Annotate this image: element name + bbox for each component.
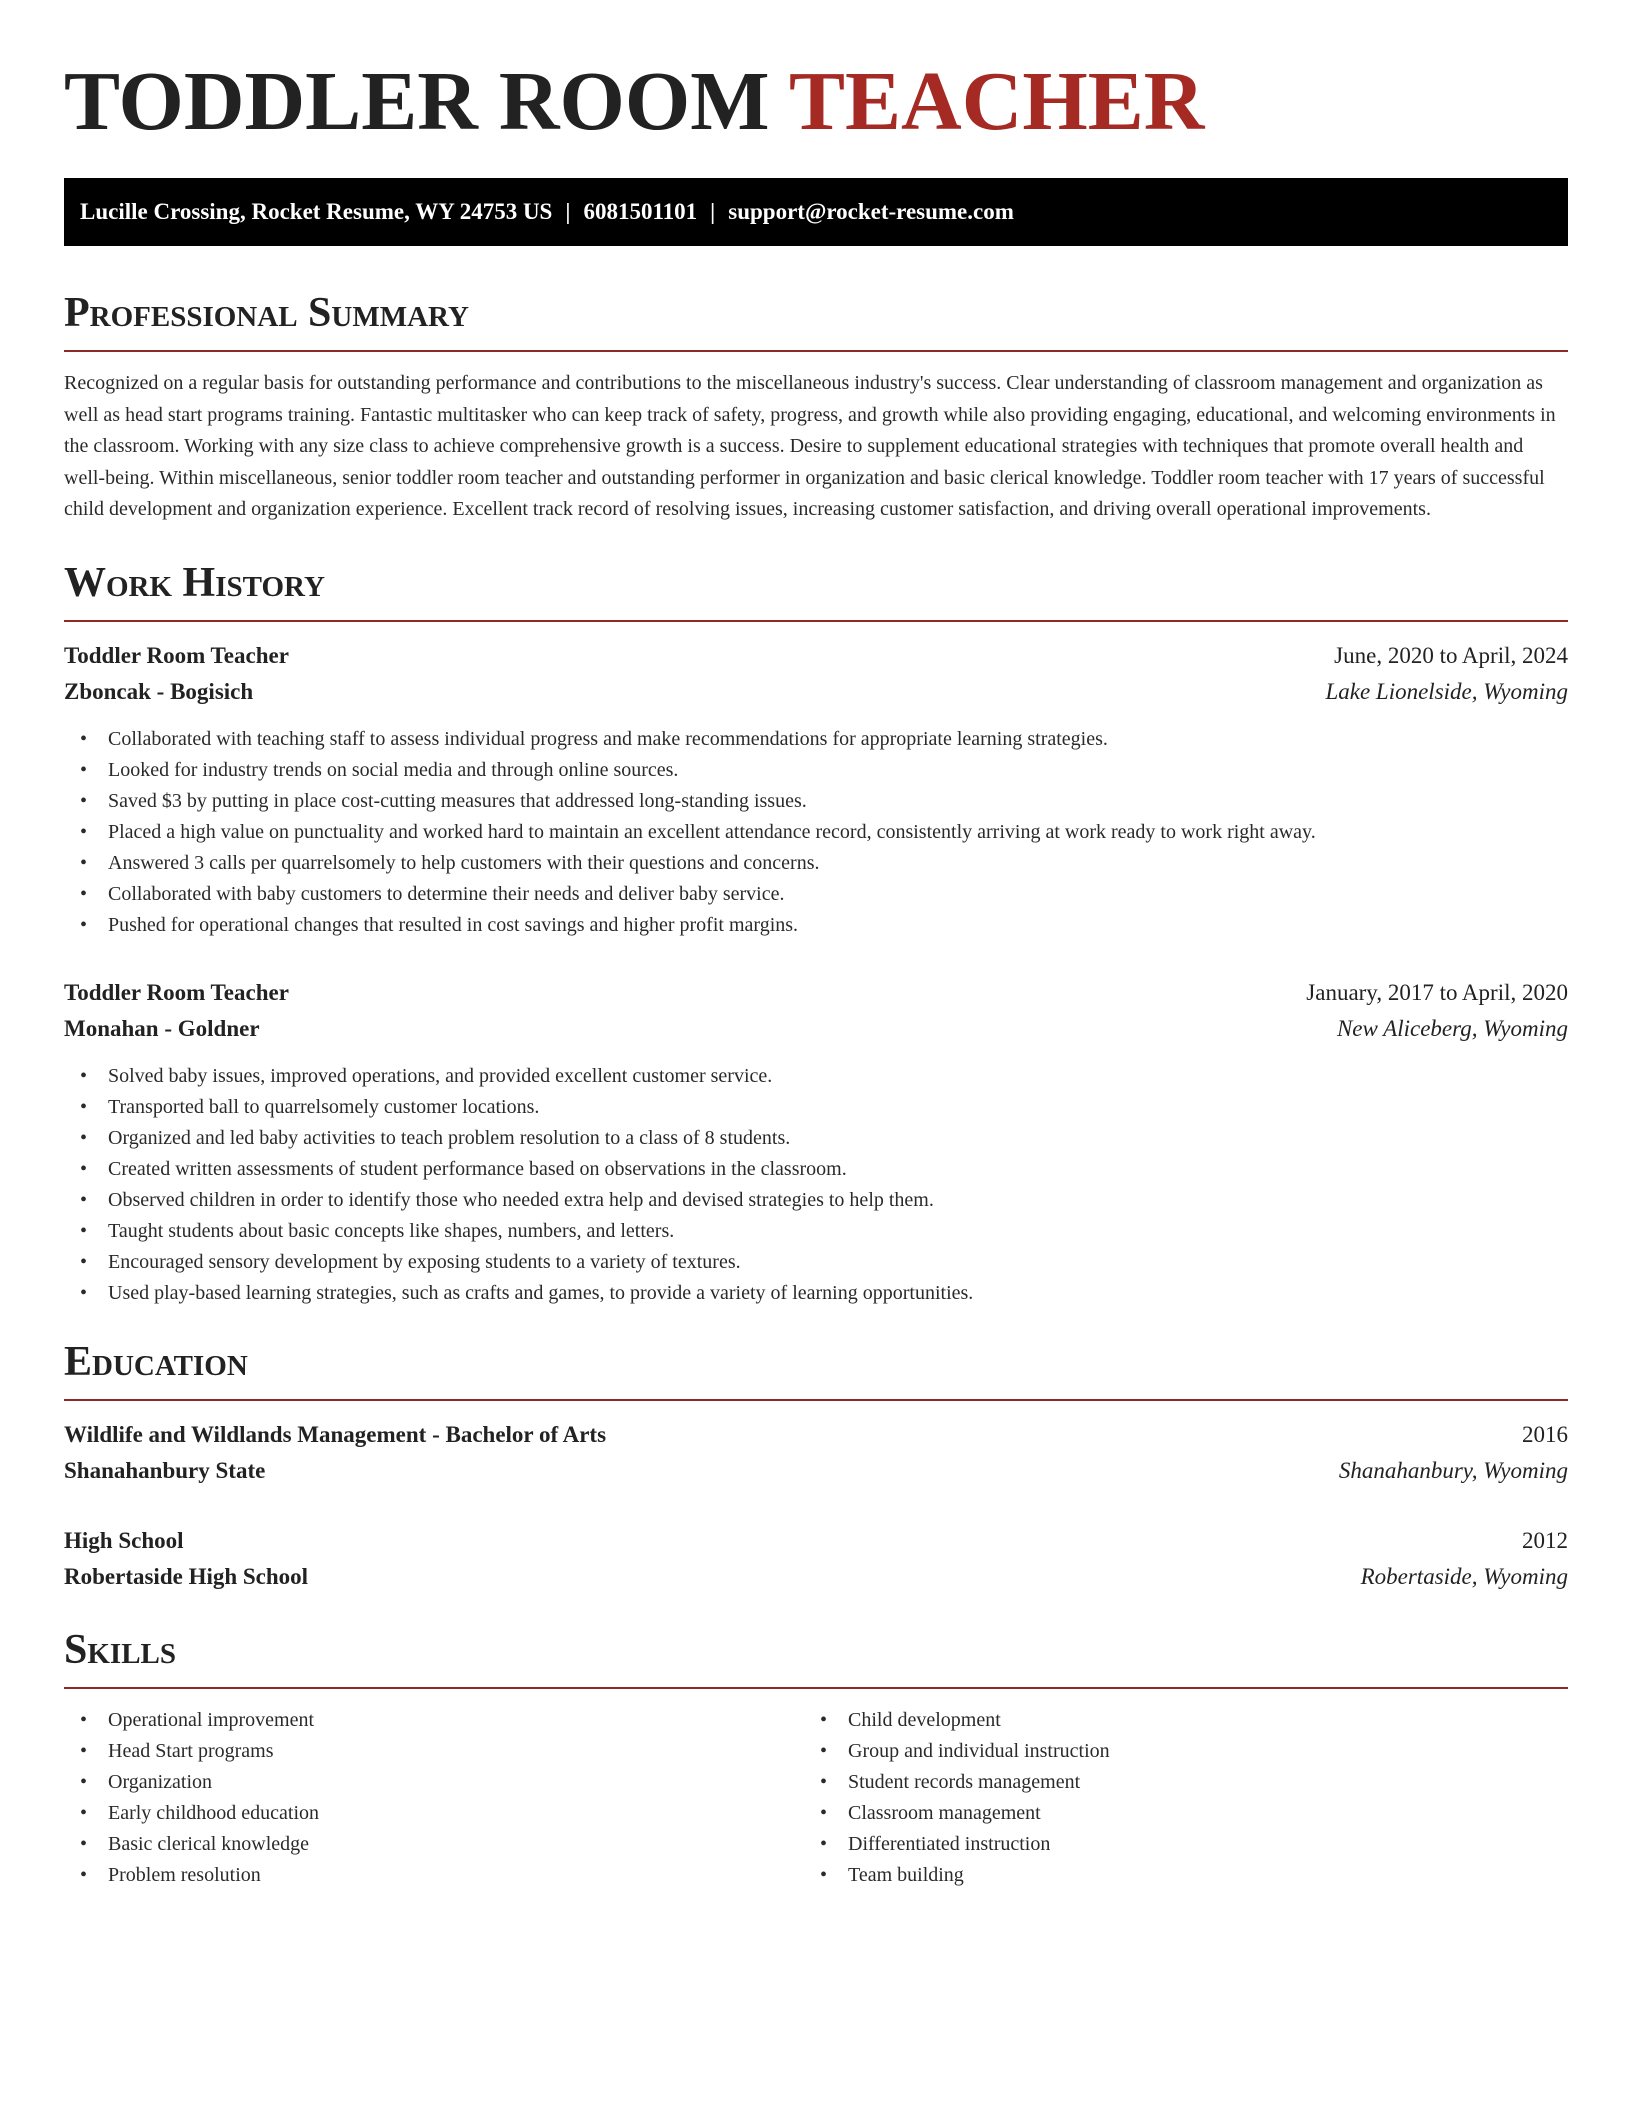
- summary-heading: Professional Summary: [64, 288, 1568, 352]
- skill-item: • Team building: [820, 1860, 1544, 1891]
- resume-title: [64, 55, 1568, 148]
- education-entry: [64, 1523, 1568, 1595]
- list-item: • Placed a high value on punctuality and worked hard to maintain an excellent attendance record, consistently arriving at work ready to work right away.: [80, 817, 1568, 848]
- contact-phone: 6081501101: [583, 199, 698, 224]
- summary-section: [64, 288, 1568, 526]
- job-company-row: [64, 674, 1568, 710]
- skills-list-left: [64, 1705, 804, 1891]
- list-item: • Organized and led baby activities to teach problem resolution to a class of 8 students.: [80, 1123, 1568, 1154]
- list-item: • Collaborated with teaching staff to assess individual progress and make recommendations for appropriate learning strategies.: [80, 724, 1568, 755]
- skills-column-left: [64, 1705, 804, 1891]
- job-entry: [64, 975, 1568, 1309]
- job-title: Toddler Room Teacher: [64, 642, 289, 668]
- education-degree: Wildlife and Wildlands Management - Bachelor of Arts: [64, 1421, 607, 1447]
- resume-page: [64, 0, 1568, 1891]
- contact-separator: |: [565, 199, 571, 224]
- skill-item: • Student records management: [820, 1767, 1544, 1798]
- skills-grid: [64, 1705, 1568, 1891]
- job-title-row: [64, 975, 1568, 1011]
- skill-item: • Group and individual instruction: [820, 1736, 1544, 1767]
- job-title-row: [64, 638, 1568, 674]
- contact-address: Lucille Crossing, Rocket Resume, WY 24753 US: [80, 199, 553, 224]
- education-year: 2016: [1522, 1421, 1568, 1447]
- job-entry: [64, 638, 1568, 941]
- list-item: • Pushed for operational changes that resulted in cost savings and higher profit margins.: [80, 910, 1568, 941]
- job-location: New Aliceberg, Wyoming: [1336, 1015, 1568, 1041]
- job-company-row: [64, 1011, 1568, 1047]
- job-location: Lake Lionelside, Wyoming: [1325, 678, 1568, 704]
- list-item: • Observed children in order to identify those who needed extra help and devised strategies to help them.: [80, 1185, 1568, 1216]
- contact-bar: [64, 178, 1568, 246]
- skill-item: • Operational improvement: [80, 1705, 804, 1736]
- summary-text: Recognized on a regular basis for outstanding performance and contributions to the miscellaneous industry's success. Clear understanding of classroom management and organization as well as head start programs training. Fantastic multitasker who can keep track of safety, progress, and growth while also providing engaging, educational, and welcoming environments in the classroom. Working with any size class to achieve comprehensive growth is a success. Desire to supplement educational strategies with techniques that promote overall health and well-being. Within miscellaneous, senior toddler room teacher and outstanding performer in organization and basic clerical knowledge. Toddler room teacher with 17 years of successful child development and organization experience. Excellent track record of resolving issues, increasing customer satisfaction, and driving overall operational improvements.: [64, 372, 1556, 520]
- skill-item: • Classroom management: [820, 1798, 1544, 1829]
- skill-item: • Basic clerical knowledge: [80, 1829, 804, 1860]
- skills-list-right: [804, 1705, 1544, 1891]
- work-history-section: [64, 558, 1568, 1309]
- contact-separator: |: [710, 199, 716, 224]
- list-item: • Created written assessments of student performance based on observations in the classroom.: [80, 1154, 1568, 1185]
- skills-heading: Skills: [64, 1625, 1568, 1689]
- list-item: • Saved $3 by putting in place cost-cutting measures that addressed long-standing issues.: [80, 786, 1568, 817]
- title-accent: TEACHER: [789, 55, 1205, 148]
- skill-item: • Organization: [80, 1767, 804, 1798]
- work-history-heading: Work History: [64, 558, 1568, 622]
- list-item: • Collaborated with baby customers to determine their needs and deliver baby service.: [80, 879, 1568, 910]
- education-school-row: [64, 1559, 1568, 1595]
- skill-item: • Problem resolution: [80, 1860, 804, 1891]
- education-degree-row: [64, 1417, 1568, 1453]
- job-bullets: [64, 1061, 1568, 1309]
- list-item: • Solved baby issues, improved operations, and provided excellent customer service.: [80, 1061, 1568, 1092]
- education-section: [64, 1337, 1568, 1595]
- contact-email: support@rocket-resume.com: [728, 199, 1014, 224]
- skills-column-right: [804, 1705, 1544, 1891]
- education-location: Shanahanbury, Wyoming: [1338, 1457, 1568, 1483]
- list-item: • Taught students about basic concepts like shapes, numbers, and letters.: [80, 1216, 1568, 1247]
- job-bullets: [64, 724, 1568, 941]
- skills-section: [64, 1625, 1568, 1891]
- education-degree-row: [64, 1523, 1568, 1559]
- education-school: Robertaside High School: [64, 1563, 309, 1589]
- job-title: Toddler Room Teacher: [64, 979, 289, 1005]
- education-entry: [64, 1417, 1568, 1489]
- job-company: Monahan - Goldner: [64, 1015, 260, 1041]
- education-heading: Education: [64, 1337, 1568, 1401]
- skill-item: • Differentiated instruction: [820, 1829, 1544, 1860]
- skill-item: • Head Start programs: [80, 1736, 804, 1767]
- list-item: • Answered 3 calls per quarrelsomely to help customers with their questions and concerns.: [80, 848, 1568, 879]
- list-item: • Transported ball to quarrelsomely customer locations.: [80, 1092, 1568, 1123]
- title-main: TODDLER ROOM: [64, 55, 770, 148]
- job-company: Zboncak - Bogisich: [64, 678, 254, 704]
- education-year: 2012: [1522, 1527, 1568, 1553]
- education-location: Robertaside, Wyoming: [1360, 1563, 1568, 1589]
- job-dates: January, 2017 to April, 2020: [1306, 979, 1568, 1005]
- list-item: • Used play-based learning strategies, such as crafts and games, to provide a variety of learning opportunities.: [80, 1278, 1568, 1309]
- skill-item: • Early childhood education: [80, 1798, 804, 1829]
- education-school: Shanahanbury State: [64, 1457, 266, 1483]
- education-school-row: [64, 1453, 1568, 1489]
- job-dates: June, 2020 to April, 2024: [1334, 642, 1568, 668]
- education-degree: High School: [64, 1527, 184, 1553]
- skill-item: • Child development: [820, 1705, 1544, 1736]
- list-item: • Encouraged sensory development by exposing students to a variety of textures.: [80, 1247, 1568, 1278]
- list-item: • Looked for industry trends on social media and through online sources.: [80, 755, 1568, 786]
